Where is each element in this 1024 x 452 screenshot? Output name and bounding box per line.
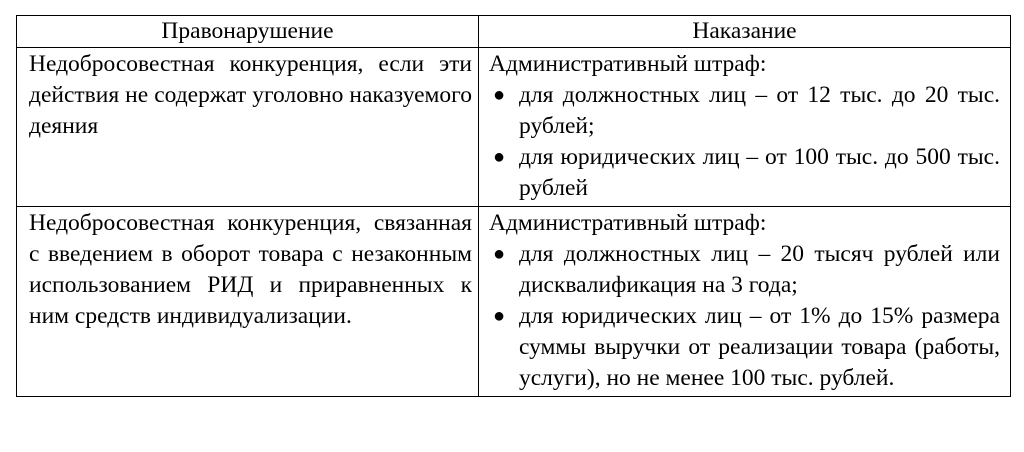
- bullet-icon: ●: [493, 243, 506, 265]
- penalty-item-text: для должностных лиц – от 12 тыс. до 20 тыс. рублей;: [519, 82, 1000, 139]
- penalty-item-text: для юридических лиц – от 100 тыс. до 500 тыс. рублей: [519, 144, 1000, 201]
- penalty-list: [489, 239, 1000, 394]
- penalty-intro: Административный штраф:: [489, 51, 767, 77]
- table-row: [17, 48, 1011, 207]
- penalty-item: [489, 142, 1000, 204]
- header-penalty: Наказание: [479, 16, 1011, 48]
- offense-text: Недобросовестная конкуренция, если эти действия не содержат уголовно наказуемого деяния: [29, 51, 472, 139]
- penalty-cell: [479, 207, 1011, 397]
- header-offense: Правонарушение: [17, 16, 479, 48]
- offense-cell: [17, 207, 479, 397]
- penalty-intro: Административный штраф:: [489, 210, 767, 236]
- table-row: [17, 207, 1011, 397]
- penalty-item: [489, 80, 1000, 142]
- table-header-row: [17, 16, 1011, 48]
- penalty-item: [489, 239, 1000, 301]
- penalty-list: [489, 80, 1000, 204]
- offense-cell: [17, 48, 479, 207]
- bullet-icon: ●: [493, 146, 506, 168]
- offense-penalty-table: [16, 15, 1011, 397]
- penalty-item-text: для должностных лиц – 20 тысяч рублей или дисквалификация на 3 года;: [519, 241, 1000, 298]
- penalty-item-text: для юридических лиц – от 1% до 15% размера суммы выручки от реализации товара (работы, услуги), но не менее 100 тыс. рублей.: [519, 303, 1000, 391]
- bullet-icon: ●: [493, 84, 506, 106]
- offense-text: Недобросовестная конкуренция, связанная с введением в оборот товара с незаконным использованием РИД и приравненных к ним средств индивидуализации.: [29, 210, 472, 329]
- penalty-cell: [479, 48, 1011, 207]
- bullet-icon: ●: [493, 305, 506, 327]
- penalty-item: [489, 301, 1000, 394]
